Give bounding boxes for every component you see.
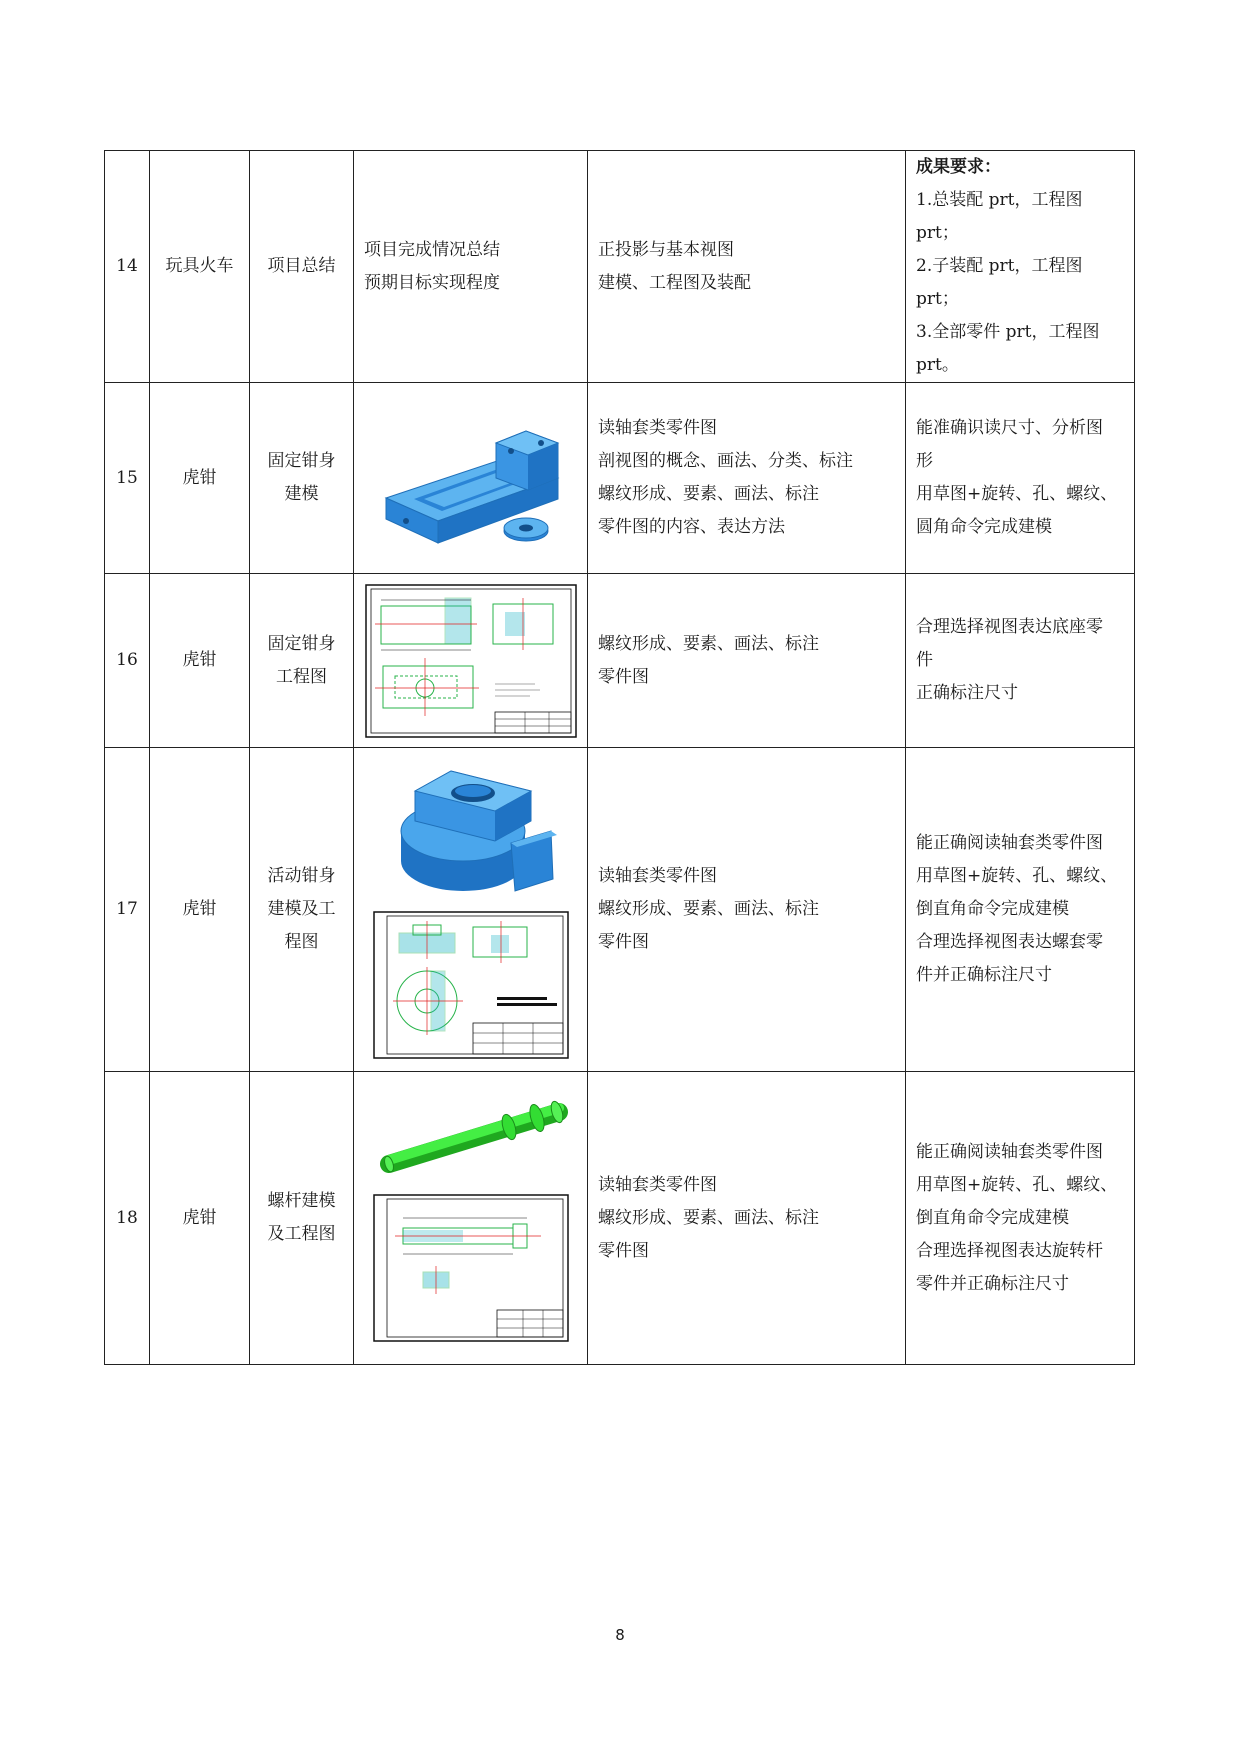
row-number: 16 [105, 574, 150, 748]
row-number: 18 [105, 1072, 150, 1365]
task-name: 固定钳身 建模 [250, 383, 354, 574]
table-row [105, 574, 1135, 748]
achievement-requirements: 能正确阅读轴套类零件图 用草图+旋转、孔、螺纹、 倒直角命令完成建模 合理选择视图表达旋转杆 零件并正确标注尺寸 [906, 1072, 1135, 1365]
model-and-drawing-cell [354, 748, 588, 1072]
project-name: 虎钳 [150, 383, 250, 574]
table-row [105, 1072, 1135, 1365]
knowledge-points: 正投影与基本视图 建模、工程图及装配 [588, 151, 906, 383]
fixed-jaw-3d-model [376, 403, 566, 553]
table-row [105, 151, 1135, 383]
project-name: 虎钳 [150, 1072, 250, 1365]
project-name: 虎钳 [150, 748, 250, 1072]
task-name: 项目总结 [250, 151, 354, 383]
knowledge-points: 读轴套类零件图 螺纹形成、要素、画法、标注 零件图 [588, 1072, 906, 1365]
task-name: 螺杆建模 及工程图 [250, 1072, 354, 1365]
task-name: 活动钳身 建模及工 程图 [250, 748, 354, 1072]
movable-jaw-engineering-drawing [373, 911, 569, 1059]
screw-rod-engineering-drawing [373, 1194, 569, 1342]
curriculum-table [104, 150, 1135, 1365]
table-row [105, 383, 1135, 574]
task-name: 固定钳身 工程图 [250, 574, 354, 748]
knowledge-points: 螺纹形成、要素、画法、标注 零件图 [588, 574, 906, 748]
table-row [105, 748, 1135, 1072]
page-number: 8 [615, 1626, 625, 1644]
drawing-image-cell [354, 574, 588, 748]
task-content: 项目完成情况总结 预期目标实现程度 [354, 151, 588, 383]
row-number: 14 [105, 151, 150, 383]
knowledge-points: 读轴套类零件图 螺纹形成、要素、画法、标注 零件图 [588, 748, 906, 1072]
movable-jaw-3d-model [381, 761, 561, 901]
row-number: 17 [105, 748, 150, 1072]
fixed-jaw-engineering-drawing [365, 584, 577, 738]
achievement-heading: 成果要求： [916, 157, 1001, 177]
achievement-requirements: 成果要求： 1.总装配 prt，工程图 prt； 2.子装配 prt，工程图 prt； 3.全部零件 prt，工程图 prt。 [906, 151, 1135, 383]
achievement-requirements: 合理选择视图表达底座零 件 正确标注尺寸 [906, 574, 1135, 748]
achievement-requirements: 能正确阅读轴套类零件图 用草图+旋转、孔、螺纹、 倒直角命令完成建模 合理选择视图表达螺套零 件并正确标注尺寸 [906, 748, 1135, 1072]
model-and-drawing-cell [354, 1072, 588, 1365]
knowledge-points: 读轴套类零件图 剖视图的概念、画法、分类、标注 螺纹形成、要素、画法、标注 零件图的内容、表达方法 [588, 383, 906, 574]
row-number: 15 [105, 383, 150, 574]
model-image-cell [354, 383, 588, 574]
screw-rod-3d-model [371, 1094, 571, 1184]
project-name: 虎钳 [150, 574, 250, 748]
project-name: 玩具火车 [150, 151, 250, 383]
achievement-requirements: 能准确识读尺寸、分析图 形 用草图+旋转、孔、螺纹、 圆角命令完成建模 [906, 383, 1135, 574]
